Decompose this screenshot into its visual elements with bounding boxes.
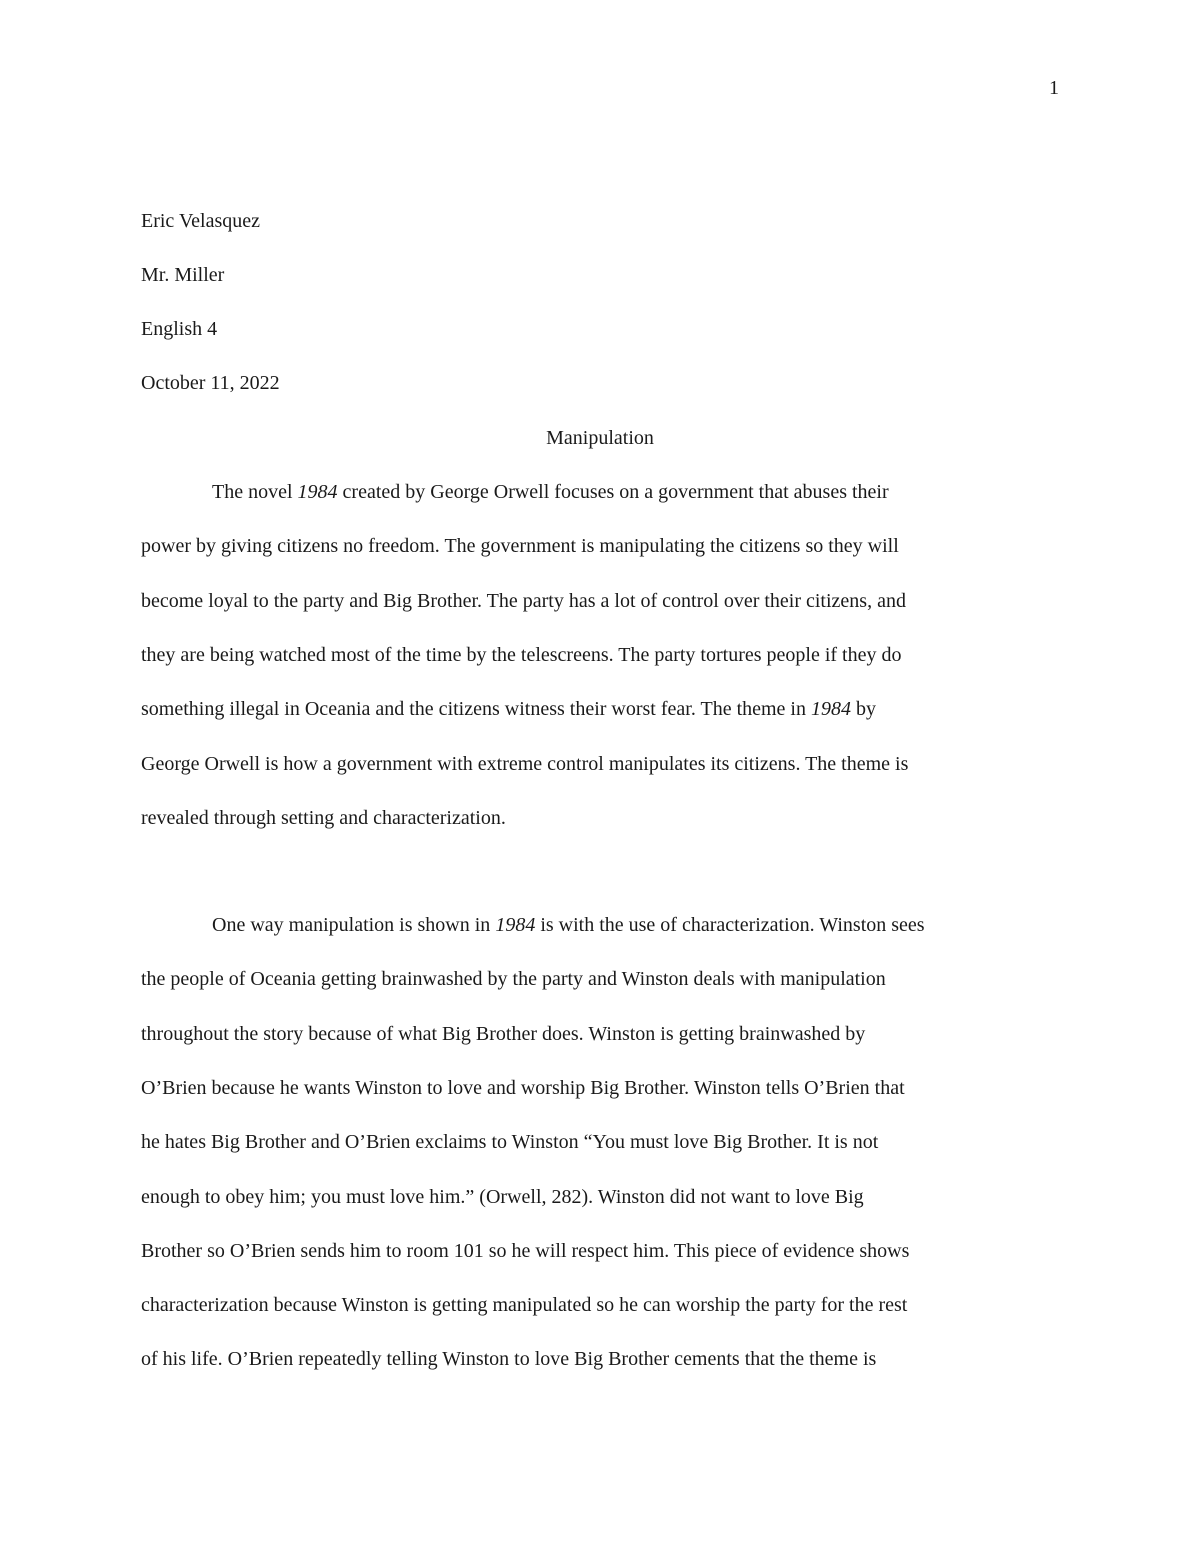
text-line (141, 480, 1059, 504)
essay-title: Manipulation (546, 427, 654, 449)
course-name: English 4 (141, 318, 218, 340)
text-line (141, 967, 1059, 991)
book-title-italic: 1984 (811, 698, 851, 721)
student-name: Eric Velasquez (141, 210, 261, 232)
text-line (141, 697, 1059, 721)
text-line (141, 1293, 1059, 1317)
text-segment: become loyal to the party and Big Brother. The party has a lot of control over their citizens, and (141, 589, 906, 612)
text-segment: Brother so O’Brien sends him to room 101 so he will respect him. This piece of evidence shows (141, 1239, 910, 1262)
page-number: 1 (1049, 77, 1059, 99)
essay-date: October 11, 2022 (141, 372, 280, 394)
text-segment: O’Brien because he wants Winston to love and worship Big Brother. Winston tells O’Brien that (141, 1076, 905, 1099)
text-line (141, 643, 1059, 667)
text-segment: power by giving citizens no freedom. The government is manipulating the citizens so they will (141, 535, 899, 558)
text-segment: by (851, 698, 876, 721)
text-line (141, 752, 1059, 776)
text-line (141, 1347, 1059, 1371)
book-title-italic: 1984 (297, 481, 338, 503)
text-segment: he hates Big Brother and O’Brien exclaims to Winston “You must love Big Brother. It is not (141, 1131, 879, 1154)
text-segment: George Orwell is how a government with extreme control manipulates its citizens. The theme is (141, 752, 909, 775)
text-segment: the people of Oceania getting brainwashed by the party and Winston deals with manipulation (141, 968, 886, 991)
text-line (141, 1239, 1059, 1263)
text-line (141, 589, 1059, 613)
text-segment: created by George Orwell focuses on a government that abuses their (337, 481, 889, 503)
text-segment: characterization because Winston is getting manipulated so he can worship the party for the rest (141, 1294, 908, 1317)
text-line (141, 1185, 1059, 1209)
text-segment: The novel (212, 481, 298, 503)
book-title-italic: 1984 (495, 914, 536, 936)
text-segment: enough to obey him; you must love him.” (Orwell, 282). Winston did not want to love Big (141, 1185, 864, 1208)
text-line (141, 1022, 1059, 1046)
text-segment: of his life. O’Brien repeatedly telling Winston to love Big Brother cements that the theme is (141, 1348, 877, 1371)
text-segment: is with the use of characterization. Winston sees (535, 914, 925, 936)
text-segment: they are being watched most of the time by the telescreens. The party tortures people if they do (141, 643, 902, 666)
text-line (141, 1076, 1059, 1100)
text-segment: something illegal in Oceania and the citizens witness their worst fear. The theme in (141, 698, 811, 721)
text-line (141, 1130, 1059, 1154)
teacher-name: Mr. Miller (141, 264, 225, 286)
text-line (141, 534, 1059, 558)
text-segment: revealed through setting and characterization. (141, 806, 506, 829)
text-segment: throughout the story because of what Big Brother does. Winston is getting brainwashed by (141, 1022, 866, 1045)
text-line (141, 806, 1059, 830)
text-line (141, 913, 1059, 937)
text-segment: One way manipulation is shown in (212, 914, 496, 936)
